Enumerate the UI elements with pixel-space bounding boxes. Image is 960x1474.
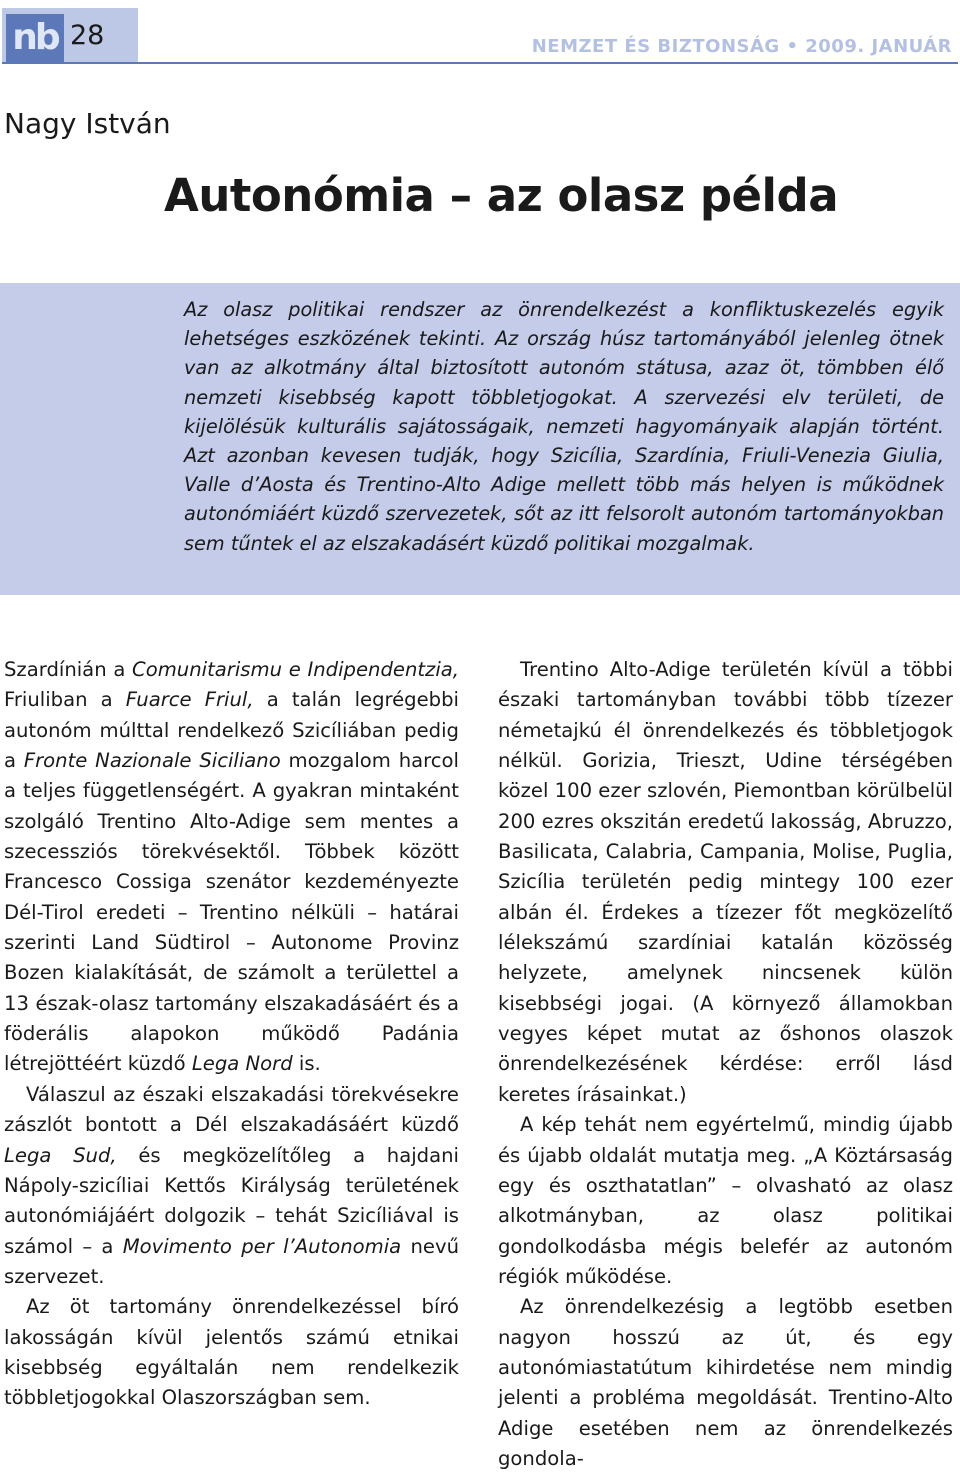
paragraph: A kép tehát nem egyértelmű, mindig újabb és újabb oldalát mutatja meg. „A Köztársaság egy és oszthatatlan” – olvasható az olasz alkotmányban, az olasz politikai gondolkodásba mégis belefér az autonóm régiók működése. [498,1113,953,1288]
logo-mark: nb [12,17,58,58]
article-title: Autonómia – az olasz példa [164,169,839,222]
paragraph: Az önrendelkezésig a legtöbb esetben nagyon hosszú az út, és egy autonómiastatútum kihirdetése nem mindig jelenti a probléma megoldását. Trentino-Alto Adige esetében nem az önrendelkezés gondola- [498,1295,953,1470]
journal-title: NEMZET ÉS BIZTONSÁG • 2009. JANUÁR [531,36,952,57]
page-number: 28 [70,20,105,51]
abstract-box [0,283,960,595]
paragraph: Az öt tartomány önrendelkezéssel bíró lakosságán kívül jelentős számú etnikai kisebbség egyáltalán nem rendelkezik többletjogokkal Olaszországban sem. [4,1295,459,1410]
paragraph: Szardínián a Comunitarismu e Indipendentzia, Friuliban a Fuarce Friul, a talán legrégebbi autonóm múlttal rendelkező Szicíliában pedig a Fronte Nazionale Siciliano mozgalom harcol a teljes függetlenségért. A gyakran mintaként szolgáló Trentino Alto-Adige sem mentes a szecessziós törekvésektől. Többek között Francesco Cossiga szenátor kezdeményezte Dél-Tirol eredeti – Trentino nélküli – határai szerinti Land Südtirol – Autonome Provinz Bozen kialakítását, de számolt a területtel a 13 észak-olasz tartomány elszakadásáért és a föderális alapokon működő Padánia létrejöttéért küzdő Lega Nord is. [4,658,460,1076]
abstract-text: Az olasz politikai rendszer az önrendelkezést a konfliktuskezelés egyik lehetséges eszközének tekinti. Az ország húsz tartományából jelenleg ötnek van az alkotmány által biztosított autonóm státusa, azaz öt, tömbben élő nemzeti kisebbség kapott többletjogokat. A szervezési elv területi, de kijelölésük kulturális sajátosságaik, nemzeti hagyományaik alapján történt. Azt azonban kevesen tudják, hogy Szicília, Szardínia, Friuli-Venezia Giulia, Valle d’Aosta és Trentino-Alto Adige mellett több más helyen is működnek autonómiáért küzdő szervezetek, sőt az itt felsorolt autonóm tartományokban sem tűntek el az elszakadásért küzdő politikai mozgalmak. [184,298,944,555]
header-rule [2,62,958,64]
body-column-left [4,655,459,1414]
author-name: Nagy István [4,107,171,140]
page-header [0,0,960,64]
paragraph: Trentino Alto-Adige területén kívül a többi északi tartományban további több tízezer németajkú él önrendelkezés és többletjogok nélkül. Gorizia, Trieszt, Udine térségében közel 100 ezer szlovén, Piemontban körülbelül 200 ezres okszitán eredetű lakosság, Abruzzo, Basilicata, Calabria, Campania, Molise, Puglia, Szicília területén pedig mintegy 100 ezer albán él. Érdekes a tízezer főt megközelítő lélekszámú szardíniai katalán közösség helyzete, amelynek nincsenek külön kisebbségi jogai. (A környező államokban vegyes képet mutat az őshonos olaszok önrendelkezésének kérdése: erről lásd keretes írásainkat.) [498,658,953,1106]
journal-logo [6,14,64,62]
page-number-box [2,8,138,64]
body-column-right [498,655,953,1474]
paragraph: Válaszul az északi elszakadási törekvésekre zászlót bontott a Dél elszakadásáért küzdő Lega Sud, és megközelítőleg a hajdani Nápoly-szicíliai Kettős Királyság területének autonómiájáért dolgozik – tehát Szicíliával is számol – a Movimento per l’Autonomia nevű szervezet. [4,1082,459,1288]
